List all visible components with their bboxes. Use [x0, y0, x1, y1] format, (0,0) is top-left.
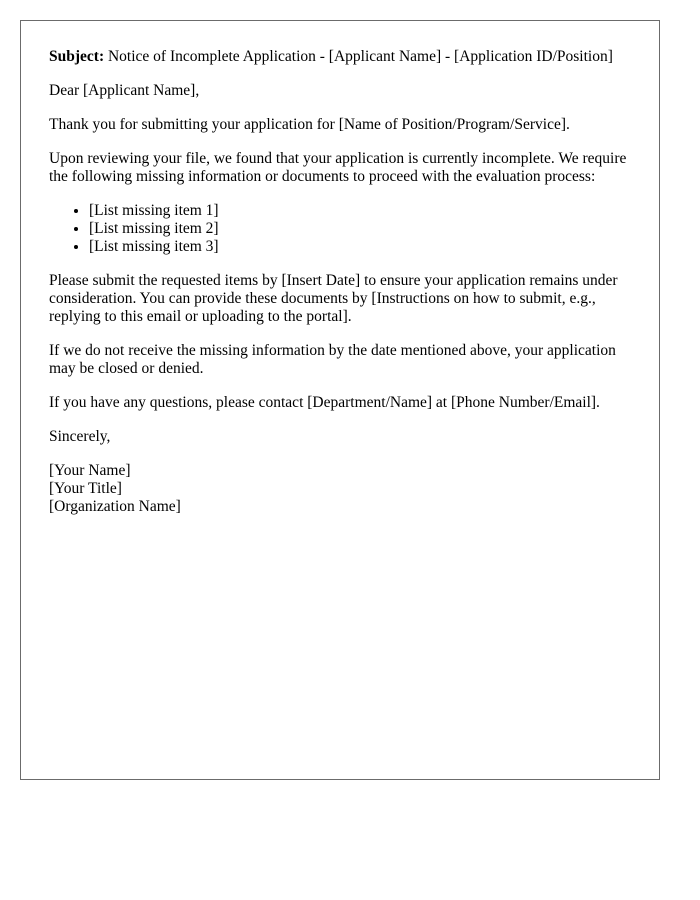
closing: Sincerely,	[49, 428, 111, 445]
subject-label: Subject:	[49, 48, 105, 65]
list-item: • [List missing item 1]	[89, 202, 631, 220]
list-item: • [List missing item 3]	[89, 238, 631, 256]
signature-organization: [Organization Name]	[49, 498, 181, 515]
salutation: Dear [Applicant Name],	[49, 82, 200, 99]
paragraph-deadline: If we do not receive the missing information by the date mentioned above, your application may be closed or denied.	[49, 342, 616, 377]
list-item: • [List missing item 2]	[89, 220, 631, 238]
paragraph-review: Upon reviewing your file, we found that your application is currently incomplete. We require the following missing information or documents to proceed with the evaluation process:	[49, 150, 627, 185]
subject-line	[49, 48, 631, 66]
subject-text: Notice of Incomplete Application - [Applicant Name] - [Application ID/Position]	[107, 48, 613, 65]
paragraph-submit: Please submit the requested items by [Insert Date] to ensure your application remains under consideration. You can provide these documents by [Instructions on how to submit, e.g., replying to this email or uploading to the portal].	[49, 272, 618, 325]
signature-block	[49, 462, 631, 516]
paragraph-contact: If you have any questions, please contact [Department/Name] at [Phone Number/Email].	[49, 394, 600, 411]
signature-name: [Your Name]	[49, 462, 131, 479]
missing-items-list	[49, 202, 631, 256]
signature-title: [Your Title]	[49, 480, 122, 497]
letter-page	[20, 20, 660, 780]
paragraph-thanks: Thank you for submitting your application for [Name of Position/Program/Service].	[49, 116, 570, 133]
